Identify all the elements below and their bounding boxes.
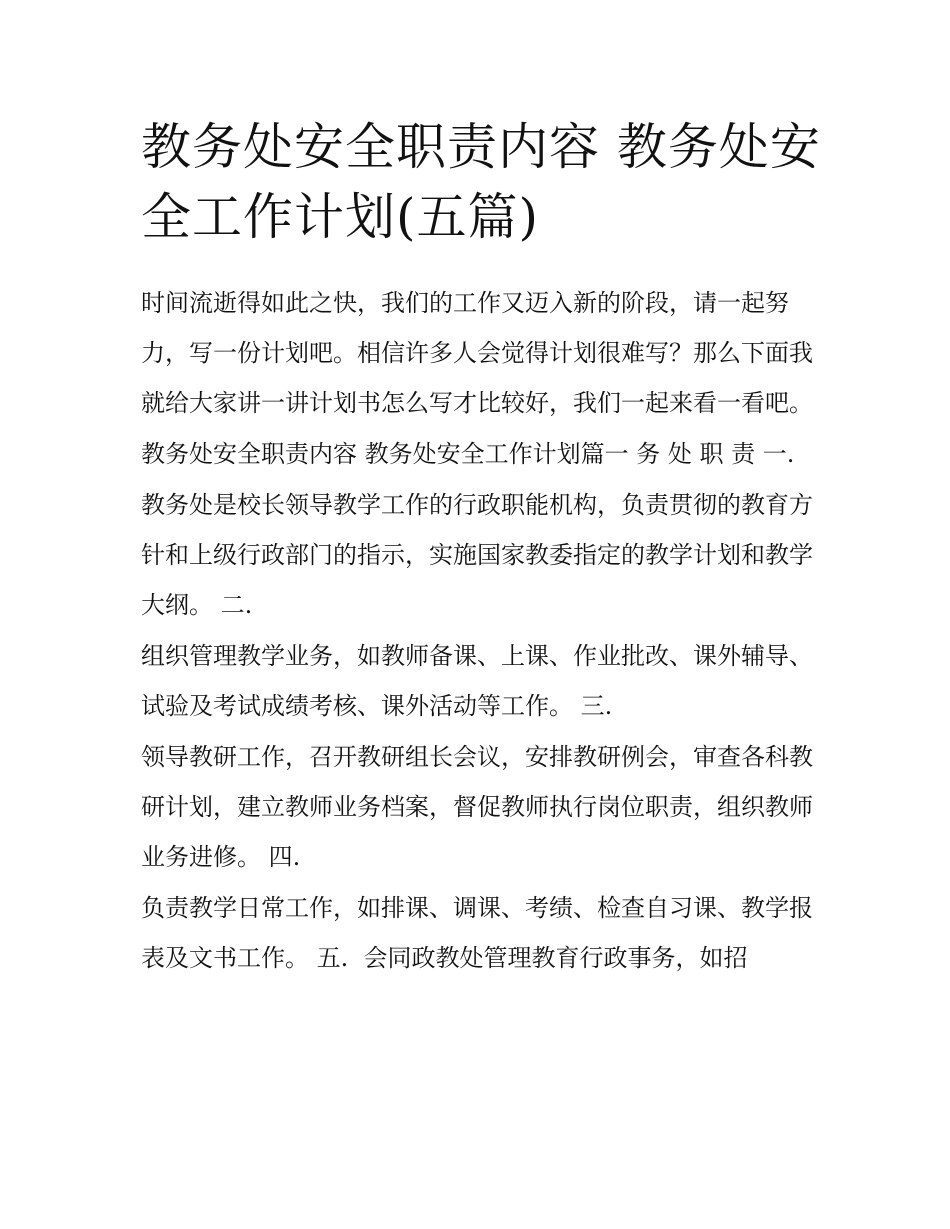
paragraph-duty-2: 组织管理教学业务，如教师备课、上课、作业批改、课外辅导、试验及考试成绩考核、课外活动等工作。 三. bbox=[141, 642, 813, 720]
paragraph-section-heading: 教务处安全职责内容 教务处安全工作计划篇一 务 处 职 责 一. bbox=[141, 440, 795, 468]
paragraph-duty-4: 负责教学日常工作，如排课、调课、考绩、检查自习课、教学报表及文书工作。 五. 会同政教处管理教育行政事务，如招 bbox=[141, 894, 813, 972]
paragraph-duty-1: 教务处是校长领导教学工作的行政职能机构，负责贯彻的教育方针和上级行政部门的指示，实施国家教委指定的教学计划和教学大纲。 二. bbox=[141, 491, 813, 619]
document-body bbox=[141, 278, 813, 984]
document-title: 教务处安全职责内容 教务处安全工作计划(五篇) bbox=[141, 118, 821, 246]
paragraph-intro: 时间流逝得如此之快，我们的工作又迈入新的阶段，请一起努力，写一份计划吧。相信许多人会觉得计划很难写？那么下面我就给大家讲一讲计划书怎么写才比较好，我们一起来看一看吧。 bbox=[141, 289, 813, 417]
paragraph-duty-3: 领导教研工作，召开教研组长会议，安排教研例会，审查各科教研计划，建立教师业务档案，督促教师执行岗位职责，组织教师业务进修。 四. bbox=[141, 743, 813, 871]
